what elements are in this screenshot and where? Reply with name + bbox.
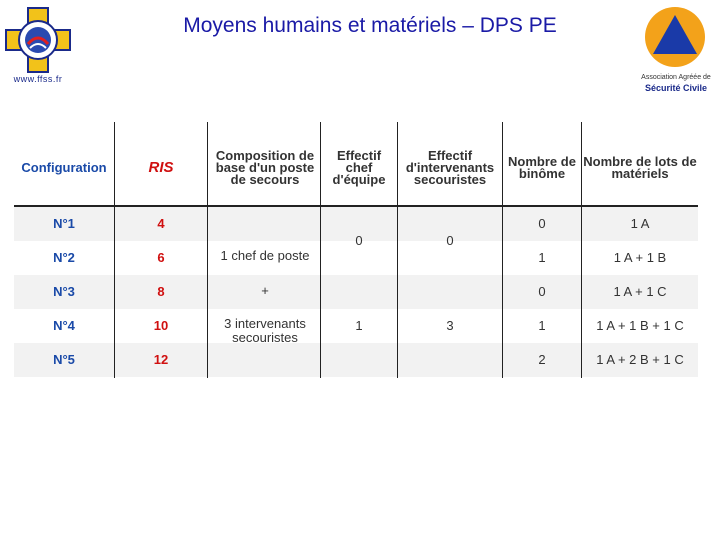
header-effectif-chef: Effectif chef d'équipe	[332, 148, 386, 187]
header-configuration: Configuration	[21, 160, 107, 175]
table-cell-ris: 10	[153, 318, 169, 333]
chef-group-2: 1	[355, 318, 363, 333]
table-cell-lots: 1 A + 1 C	[613, 284, 667, 299]
header-effectif-intervenants: Effectif d'intervenants secouristes	[405, 148, 495, 187]
table-cell-ris: 12	[153, 352, 169, 367]
ffss-website: www.ffss.fr	[13, 74, 63, 84]
table-cell-binome: 0	[538, 216, 546, 231]
logo-subtitle: Association Agréée de	[641, 74, 711, 81]
logo-name: Sécurité Civile	[644, 83, 708, 93]
intervenants-group-1: 0	[446, 233, 454, 248]
table-cell-binome: 2	[538, 352, 546, 367]
table-cell-lots: 1 A	[630, 216, 650, 231]
table-cell-binome: 1	[538, 250, 546, 265]
intervenants-group-2: 3	[446, 318, 454, 333]
table-cell-ris: 6	[157, 250, 165, 265]
composition-plus: +	[261, 283, 269, 298]
table-cell-config: N°3	[53, 284, 75, 299]
table-cell-ris: 4	[157, 216, 165, 231]
table-cell-config: N°1	[53, 216, 75, 231]
header-lots: Nombre de lots de matériels	[583, 154, 697, 181]
table-cell-config: N°5	[53, 352, 75, 367]
table-cell-config: N°4	[53, 318, 75, 333]
table-cell-ris: 8	[157, 284, 165, 299]
table-cell-lots: 1 A + 1 B	[613, 250, 667, 265]
table-cell-binome: 0	[538, 284, 546, 299]
table-cell-config: N°2	[53, 250, 75, 265]
table-cell-lots: 1 A + 1 B + 1 C	[596, 318, 684, 333]
header-ris: RIS	[148, 159, 174, 176]
composition-chef-poste: 1 chef de poste	[220, 248, 310, 263]
table-cell-lots: 1 A + 2 B + 1 C	[596, 352, 684, 367]
chef-group-1: 0	[355, 233, 363, 248]
header-composition: Composition de base d'un poste de secours	[215, 148, 315, 187]
header-binome: Nombre de binôme	[508, 154, 576, 181]
page-title: Moyens humains et matériels – DPS PE	[183, 14, 557, 37]
composition-intervenants: 3 intervenants secouristes	[224, 316, 306, 345]
table-cell-binome: 1	[538, 318, 546, 333]
